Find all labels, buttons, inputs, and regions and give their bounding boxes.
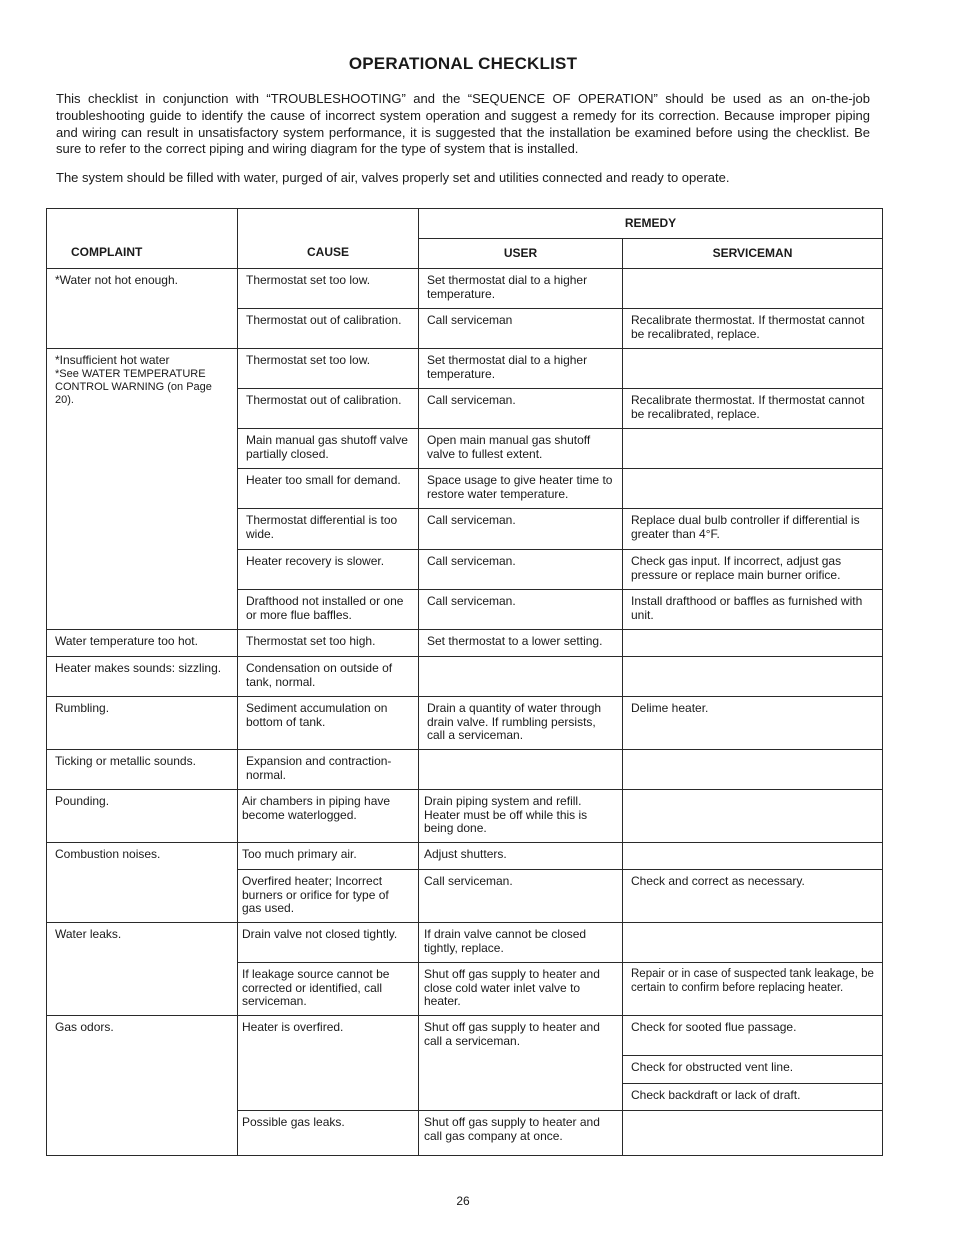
user-remedy-cell: If drain valve cannot be closed tightly, replace. [419,923,623,963]
user-remedy-cell [419,657,623,697]
serviceman-remedy-cell [623,269,883,309]
cause-cell: Overfired heater; Incorrect burners or orifice for type of gas used. [238,870,419,923]
table-row [47,269,883,309]
serviceman-remedy-cell: Repair or in case of suspected tank leakage, be certain to confirm before replacing heater. [623,963,883,1016]
user-remedy-cell: Call serviceman. [419,509,623,550]
user-remedy-cell: Call serviceman. [419,870,623,923]
table-row [47,630,883,657]
cause-cell: Heater recovery is slower. [238,550,419,590]
user-remedy-cell: Call serviceman. [419,550,623,590]
complaint-text: *Insufficient hot water [55,353,170,367]
serviceman-remedy-cell: Check for sooted flue passage. [623,1016,883,1056]
cause-cell: Main manual gas shutoff valve partially closed. [238,429,419,469]
serviceman-remedy-cell [623,790,883,843]
serviceman-remedy-cell: Recalibrate thermostat. If thermostat cannot be recalibrated, replace. [623,309,883,349]
page-number: 26 [456,1194,470,1208]
table-row [47,657,883,697]
cause-cell: Heater too small for demand. [238,469,419,509]
cause-cell: Thermostat set too low. [238,349,419,389]
user-remedy-cell: Call serviceman [419,309,623,349]
user-remedy-cell: Shut off gas supply to heater and call gas company at once. [419,1111,623,1156]
serviceman-remedy-cell: Check and correct as necessary. [623,870,883,923]
serviceman-remedy-cell: Check backdraft or lack of draft. [623,1084,883,1111]
serviceman-remedy-cell [623,657,883,697]
page-title: OPERATIONAL CHECKLIST [348,54,578,73]
user-remedy-cell: Shut off gas supply to heater and close cold water inlet valve to heater. [419,963,623,1016]
complaint-cell: Heater makes sounds: sizzling. [47,657,238,697]
serviceman-remedy-cell: Check gas input. If incorrect, adjust gas pressure or replace main burner orifice. [623,550,883,590]
user-remedy-cell: Shut off gas supply to heater and call a serviceman. [419,1016,623,1111]
complaint-cell: Water leaks. [47,923,238,1016]
user-header: USER [419,239,623,269]
complaint-header: COMPLAINT [47,209,238,269]
cause-cell: Thermostat set too high. [238,630,419,657]
user-remedy-cell: Drain a quantity of water through drain valve. If rumbling persists, call a serviceman. [419,697,623,750]
cause-cell: Sediment accumulation on bottom of tank. [238,697,419,750]
complaint-cell: Combustion noises. [47,843,238,923]
serviceman-remedy-cell [623,630,883,657]
table-row [47,1016,883,1056]
intro-paragraph: This checklist in conjunction with “TROUBLESHOOTING” and the “SEQUENCE OF OPERATION” should be used as an on-the-job troubleshooting guide to identify the cause of incorrect system operation and suggest a remedy for its correction. Because improper piping and wiring can result in unsatisfactory system performance, it is suggested that the installation be examined before using the checklist. Be sure to refer to the correct piping and wiring diagram for the type of system that is installed. [56,91,870,157]
user-remedy-cell: Set thermostat dial to a higher temperature. [419,349,623,389]
complaint-warning-note: *See WATER TEMPERATURE CONTROL WARNING (on Page 20). [55,367,212,406]
complaint-cell [47,349,238,630]
serviceman-remedy-cell [623,349,883,389]
user-remedy-cell: Adjust shutters. [419,843,623,870]
serviceman-remedy-cell: Delime heater. [623,697,883,750]
cause-cell: Thermostat out of calibration. [238,389,419,429]
serviceman-remedy-cell [623,843,883,870]
serviceman-header: SERVICEMAN [623,239,883,269]
complaint-cell: Gas odors. [47,1016,238,1156]
table-row [47,697,883,750]
complaint-cell: Rumbling. [47,697,238,750]
cause-cell: Thermostat set too low. [238,269,419,309]
serviceman-remedy-cell: Install drafthood or baffles as furnished with unit. [623,590,883,630]
table-row [47,750,883,790]
user-remedy-cell: Open main manual gas shutoff valve to fullest extent. [419,429,623,469]
table-row [47,843,883,870]
user-remedy-cell: Call serviceman. [419,389,623,429]
table-row [47,790,883,843]
cause-cell: Expansion and contraction-normal. [238,750,419,790]
complaint-cell: *Water not hot enough. [47,269,238,349]
cause-cell: Drain valve not closed tightly. [238,923,419,963]
cause-cell: Thermostat out of calibration. [238,309,419,349]
cause-cell: Too much primary air. [238,843,419,870]
serviceman-remedy-cell: Recalibrate thermostat. If thermostat cannot be recalibrated, replace. [623,389,883,429]
operational-checklist-table [46,208,883,1156]
user-remedy-cell [419,750,623,790]
complaint-cell: Pounding. [47,790,238,843]
serviceman-remedy-cell [623,1111,883,1156]
user-remedy-cell: Drain piping system and refill. Heater must be off while this is being done. [419,790,623,843]
cause-cell: Drafthood not installed or one or more flue baffles. [238,590,419,630]
prerequisite-note: The system should be filled with water, purged of air, valves properly set and utilities connected and ready to operate. [56,170,730,185]
remedy-header: REMEDY [419,209,883,239]
cause-cell: If leakage source cannot be corrected or identified, call serviceman. [238,963,419,1016]
serviceman-remedy-cell [623,469,883,509]
user-remedy-cell: Call serviceman. [419,590,623,630]
user-remedy-cell: Set thermostat dial to a higher temperature. [419,269,623,309]
serviceman-remedy-cell: Replace dual bulb controller if differential is greater than 4°F. [623,509,883,550]
cause-cell: Heater is overfired. [238,1016,419,1111]
cause-header: CAUSE [238,209,419,269]
table-row [47,349,883,389]
user-remedy-cell: Space usage to give heater time to restore water temperature. [419,469,623,509]
complaint-cell: Ticking or metallic sounds. [47,750,238,790]
cause-cell: Condensation on outside of tank, normal. [238,657,419,697]
serviceman-remedy-cell: Check for obstructed vent line. [623,1056,883,1084]
serviceman-remedy-cell [623,923,883,963]
table-row [47,923,883,963]
complaint-cell: Water temperature too hot. [47,630,238,657]
serviceman-remedy-cell [623,750,883,790]
cause-cell: Possible gas leaks. [238,1111,419,1156]
user-remedy-cell: Set thermostat to a lower setting. [419,630,623,657]
cause-cell: Thermostat differential is too wide. [238,509,419,550]
cause-cell: Air chambers in piping have become waterlogged. [238,790,419,843]
serviceman-remedy-cell [623,429,883,469]
